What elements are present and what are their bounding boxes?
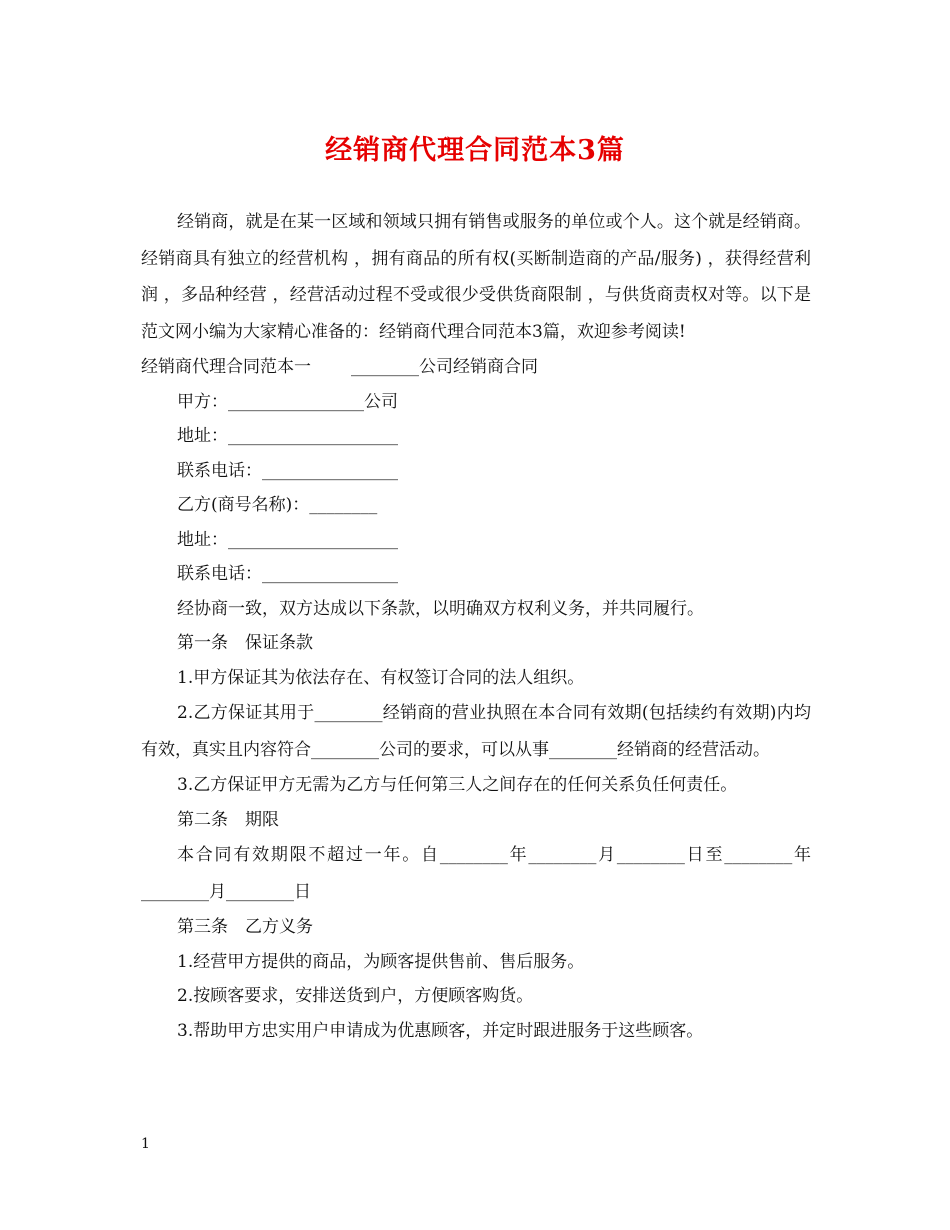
article2-title: 第二条 期限 [177,809,279,830]
article2-body: 本合同有效期限不超过一年。自________年________月________日至________年________月________日 [141,845,811,902]
article3-item2: 2.按顾客要求，安排送货到户，方便顾客购货。 [177,986,534,1006]
address-b-line: 地址：____________________ [177,529,398,550]
address-a-line: 地址：____________________ [177,426,398,446]
article3-item3: 3.帮助甲方忠实用户申请成为优惠顾客，并定时跟进服务于这些顾客。 [177,1020,704,1041]
article1-item3: 3.乙方保证甲方无需为乙方与任何第三人之间存在的任何关系负任何责任。 [177,775,738,795]
phone-b-line: 联系电话：________________ [177,564,398,584]
section-heading-line [141,350,811,385]
phone-a-line: 联系电话：________________ [177,460,398,481]
document-body [141,204,811,1048]
intro-paragraph: 经销商，就是在某一区域和领域只拥有销售或服务的单位或个人。这个就是经销商。经销商具有独立的经营机构 ，拥有商品的所有权(买断制造商的产品/服务) ，获得经营利润 ，多品种经营 ，经营活动过程不受或很少受供货商限制 ，与供货商责权对等。以下是范文网小编为大家精心准备的：经销商代理合同范本3篇，欢迎参考阅读! [141,212,811,342]
document-title: 经销商代理合同范本3篇 [325,135,625,166]
page-number: 1 [141,1136,150,1152]
article3-title: 第三条 乙方义务 [177,917,313,937]
article3-item1: 1.经营甲方提供的商品，为顾客提供售前、售后服务。 [177,951,585,972]
party-b-line: 乙方(商号名称)：________ [177,495,378,515]
contract-title: ________公司经销商合同 [351,357,538,377]
article1-title: 第一条 保证条款 [177,633,313,653]
article1-item2: 2.乙方保证其用于________经销商的营业执照在本合同有效期(包括续约有效期)内均有效，真实且内容符合________公司的要求，可以从事________经销商的经营活动。 [141,703,811,760]
article1-item1: 1.甲方保证其为依法存在、有权签订合同的法人组织。 [177,667,585,688]
agreement-line: 经协商一致，双方达成以下条款，以明确双方权利义务，并共同履行。 [177,598,704,619]
party-a-line: 甲方：________________公司 [177,391,398,412]
section-label: 经销商代理合同范本一 [141,357,311,377]
